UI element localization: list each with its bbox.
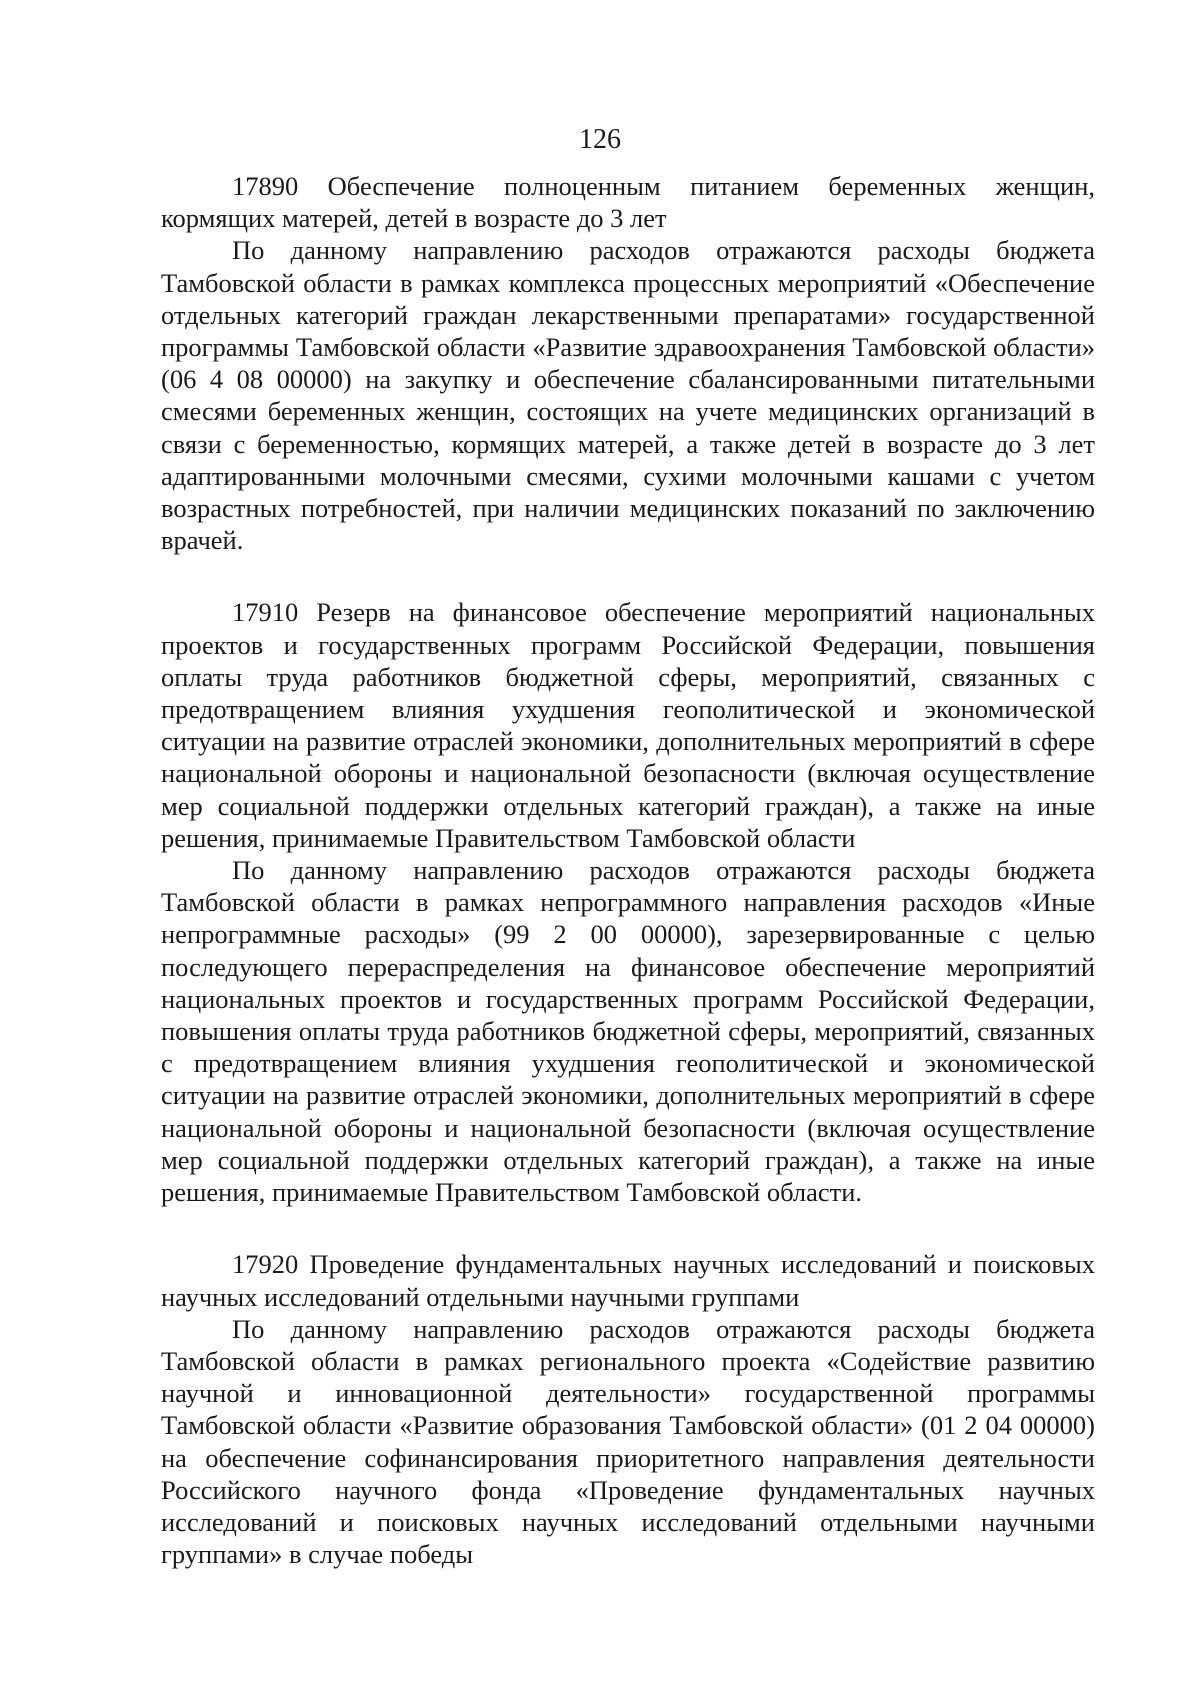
section-17910-body: По данному направлению расходов отражаются расходы бюджета Тамбовской области в рамках непрограммного направления расходов «Иные непрограммные расходы» (99 2 00 00000), зарезервированные с целью последующего перераспределения на финансовое обеспечение мероприятий национальных проектов и государственных программ Российской Федерации, повышения оплаты труда работников бюджетной сферы, мероприятий, связанных с предотвращением влияния ухудшения геополитической и экономической ситуации на развитие отраслей экономики, дополнительных мероприятий в сфере национальной обороны и национальной безопасности (включая осуществление мер социальной поддержки отдельных категорий граждан), а также на иные решения, принимаемые Правительством Тамбовской области. — [161, 855, 1095, 1208]
section-17890-body: По данному направлению расходов отражаются расходы бюджета Тамбовской области в рамках комплекса процессных мероприятий «Обеспечение отдельных категорий граждан лекарственными препаратами» государственной программы Тамбовской области «Развитие здравоохранения Тамбовской области» (06 4 08 00000) на закупку и обеспечение сбалансированными питательными смесями беременных женщин, состоящих на учете медицинских организаций в связи с беременностью, кормящих матерей, а также детей в возрасте до 3 лет адаптированными молочными смесями, сухими молочными кашами с учетом возрастных потребностей, при наличии медицинских показаний по заключению врачей. — [161, 235, 1095, 556]
section-17920-heading: 17920 Проведение фундаментальных научных исследований и поисковых научных исследований отдельными научными группами — [161, 1249, 1095, 1312]
section-17920-body: По данному направлению расходов отражаются расходы бюджета Тамбовской области в рамках регионального проекта «Содействие развитию научной и инновационной деятельности» государственной программы Тамбовской области «Развитие образования Тамбовской области» (01 2 04 00000) на обеспечение софинансирования приоритетного направления деятельности Российского научного фонда «Проведение фундаментальных научных исследований и поисковых научных исследований отдельными научными группами» в случае победы — [161, 1313, 1095, 1570]
page-number: 126 — [579, 124, 621, 155]
section-17890-heading: 17890 Обеспечение полноценным питанием беременных женщин, кормящих матерей, детей в возрасте до 3 лет — [161, 171, 1095, 234]
section-spacer — [161, 1208, 1095, 1248]
section-17910-heading: 17910 Резерв на финансовое обеспечение мероприятий национальных проектов и государственных программ Российской Федерации, повышения оплаты труда работников бюджетной сферы, мероприятий, связанных с предотвращением влияния ухудшения геополитической и экономической ситуации на развитие отраслей экономики, дополнительных мероприятий в сфере национальной обороны и национальной безопасности (включая осуществление мер социальной поддержки отдельных категорий граждан), а также на иные решения, принимаемые Правительством Тамбовской области — [161, 597, 1095, 853]
document-body — [161, 170, 1095, 1570]
section-spacer — [161, 556, 1095, 596]
